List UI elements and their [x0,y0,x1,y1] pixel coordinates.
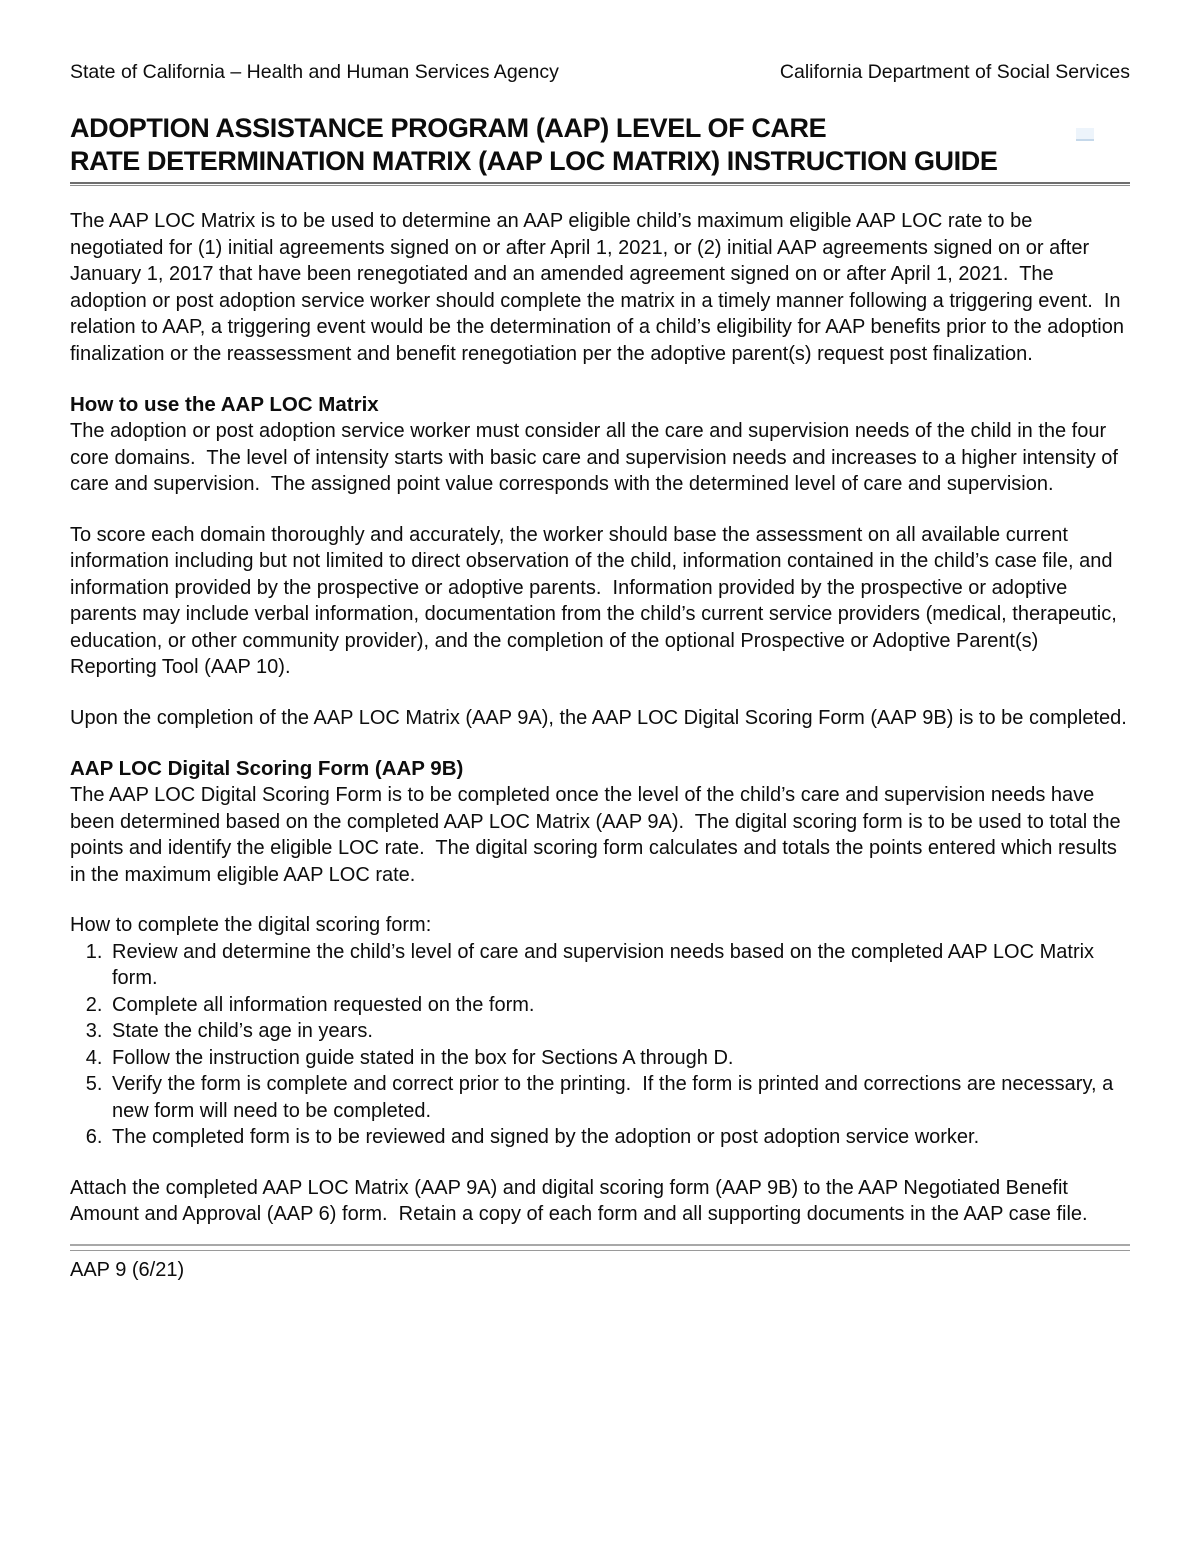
scoring-steps-list [70,939,1130,1151]
intro-paragraph: The AAP LOC Matrix is to be used to determine an AAP eligible child’s maximum eligible AAP LOC rate to be negotiated for (1) initial agreements signed on or after April 1, 2021, or (2) initial AAP agreements signed on or after January 1, 2017 that have been renegotiated and an amended agreement signed on or after April 1, 2021. The adoption or post adoption service worker should complete the matrix in a timely manner following a triggering event. In relation to AAP, a triggering event would be the determination of a child’s eligibility for AAP benefits prior to the adoption finalization or the reassessment and benefit renegotiation per the adoptive parent(s) request post finalization. [70,210,1130,365]
section-heading-digital-scoring-form: AAP LOC Digital Scoring Form (AAP 9B) [70,757,464,780]
matrix-paragraph-3: Upon the completion of the AAP LOC Matrix (AAP 9A), the AAP LOC Digital Scoring Form (AAP 9B) is to be completed. [70,706,1127,729]
section-heading-how-to-use-matrix: How to use the AAP LOC Matrix [70,393,379,416]
scoring-steps-intro: How to complete the digital scoring form: [70,914,432,936]
closing-paragraph: Attach the completed AAP LOC Matrix (AAP 9A) and digital scoring form (AAP 9B) to the AAP Negotiated Benefit Amount and Approval (AAP 6) form. Retain a copy of each form and all supporting documents in the AAP case file. [70,1176,1088,1225]
highlight-artifact [1076,128,1094,141]
document-title [70,112,1130,186]
footer-form-number: AAP 9 (6/21) [70,1258,185,1281]
scoring-step-4: 4. Follow the instruction guide stated in the box for Sections A through D. [108,1045,1130,1072]
scoring-step-3: 3. State the child’s age in years. [108,1018,1130,1045]
scoring-step-6: 6. The completed form is to be reviewed and signed by the adoption or post adoption service worker. [108,1124,1130,1151]
scoring-step-5: 5. Verify the form is complete and correct prior to the printing. If the form is printed and corrections are necessary, a new form will need to be completed. [108,1071,1130,1124]
scoring-step-2: 2. Complete all information requested on the form. [108,992,1130,1019]
matrix-paragraph-1: The adoption or post adoption service worker must consider all the care and supervision needs of the child in the four core domains. The level of intensity starts with basic care and supervision needs and increases to a higher intensity of care and supervision. The assigned point value corresponds with the determined level of care and supervision. [70,420,1124,495]
matrix-paragraph-2: To score each domain thoroughly and accurately, the worker should base the assessment on all available current information including but not limited to direct observation of the child, information contained in the child’s case file, and information provided by the prospective or adoptive parents. Information provided by the prospective or adoptive parents may include verbal information, documentation from the child’s current service providers (medical, therapeutic, education, or other community provider), and the completion of the optional Prospective or Adoptive Parent(s) Reporting Tool (AAP 10). [70,523,1123,678]
title-line-1: ADOPTION ASSISTANCE PROGRAM (AAP) LEVEL OF CARE [70,113,827,143]
footer-divider [70,1244,1130,1251]
scoring-step-1: 1. Review and determine the child’s level of care and supervision needs based on the completed AAP LOC Matrix form. [108,939,1130,992]
title-divider [70,182,1130,186]
scoring-paragraph-1: The AAP LOC Digital Scoring Form is to be completed once the level of the child’s care and supervision needs have been determined based on the completed AAP LOC Matrix (AAP 9A). The digital scoring form is to be used to total the points and identify the eligible LOC rate. The digital scoring form calculates and totals the points entered which results in the maximum eligible AAP LOC rate. [70,784,1127,886]
title-line-2: RATE DETERMINATION MATRIX (AAP LOC MATRIX) INSTRUCTION GUIDE [70,146,998,176]
header-agency-left: State of California – Health and Human Services Agency [70,61,559,83]
header-agency-right: California Department of Social Services [779,61,1130,83]
document-header [70,60,1130,84]
